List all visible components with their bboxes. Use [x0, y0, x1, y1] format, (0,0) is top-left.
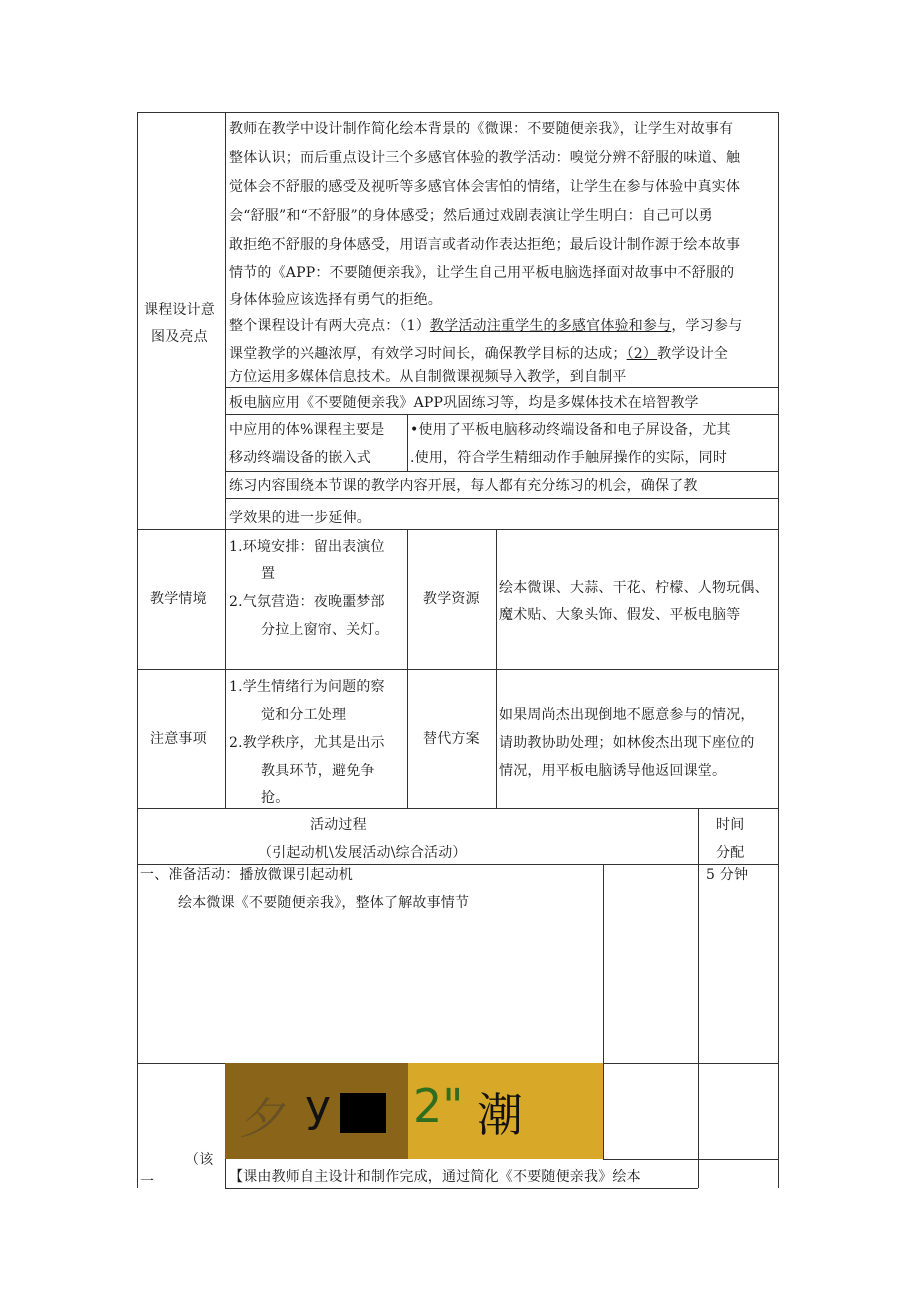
banner-glyph: 潮 — [477, 1088, 523, 1142]
caption: 【课由教师自主设计和制作完成，通过简化《不要随便亲我》绘本 — [229, 1169, 641, 1185]
highlight-line-2 — [229, 344, 728, 364]
design-intent-line: 会“舒服”和“不舒服”的身体感受；然后通过戏剧表演让学生明白：自己可以勇 — [229, 208, 713, 224]
highlight-line2-b: （2） — [626, 346, 658, 362]
alt-line: 如果周尚杰出现倒地不愿意参与的情况， — [499, 707, 755, 723]
banner-glyph: 夕 — [239, 1094, 283, 1145]
design-intent-line: 敢拒绝不舒服的身体感受，用语言或者动作表达拒绝；最后设计制作源于绘本故事 — [229, 237, 741, 253]
design-intent-label-line1: 课程设计意 — [144, 302, 215, 318]
banner-glyph: 2" — [413, 1079, 464, 1133]
alt-line: 情况，用平板电脑诱导他返回课堂。 — [499, 763, 727, 779]
side-mark: 一 — [140, 1174, 155, 1190]
alt-label: 替代方案 — [423, 731, 480, 747]
highlight-line2-c: 教学设计全 — [657, 346, 729, 362]
slide-banner — [225, 1063, 603, 1159]
side-note: （该 — [185, 1152, 214, 1168]
notes-item: 觉和分工处理 — [261, 707, 347, 723]
design-intent-line: 觉体会不舒服的感受及视听等多感官体会害怕的情绪，让学生在参与体验中真实体 — [229, 179, 741, 195]
process-title: 活动过程 — [310, 817, 367, 833]
alt-line: 请助教协助处理；如林俊杰出现下座位的 — [499, 735, 755, 751]
time-header-2: 分配 — [716, 845, 745, 861]
banner-glyph: y — [305, 1081, 332, 1132]
design-intent-line: 身体体验应该选择有勇气的拒绝。 — [229, 292, 442, 308]
highlight-line-1 — [229, 316, 742, 336]
split-right-1: •使用了平板电脑移动终端设备和电子屏设备，尤其 — [410, 422, 731, 438]
resource-label: 教学资源 — [423, 591, 480, 607]
situation-item: 1.环境安排：留出表演位 — [229, 539, 385, 555]
design-intent-line: 情节的《APP：不要随便亲我》，让学生自己用平板电脑选择面对故事中不舒服的 — [229, 265, 735, 281]
split-left-1: 中应用的体%课程主要是 — [229, 422, 385, 438]
notes-item: 教具环节，避免争 — [261, 763, 375, 779]
notes-label: 注意事项 — [150, 731, 207, 747]
highlight-line-4: 板电脑应用《不要随便亲我》APP巩固练习等，均是多媒体技术在培智教学 — [229, 395, 699, 411]
situation-item: 置 — [261, 566, 276, 582]
notes-item: 1.学生情绪行为问题的察 — [229, 679, 385, 695]
situation-item: 2.气氛营造：夜晚噩梦部 — [229, 594, 385, 610]
tail-line-1: 练习内容围绕本节课的教学内容开展，每人都有充分练习的机会，确保了教 — [229, 478, 698, 494]
resource-line: 魔术贴、大象头饰、假发、平板电脑等 — [499, 607, 741, 623]
design-intent-line: 整体认识；而后重点设计三个多感官体验的教学活动：嗅觉分辨不舒服的味道、触 — [229, 150, 741, 166]
highlight-1-tail: ，学习参与 — [671, 318, 743, 334]
prep-heading: 一、准备活动：播放微课引起动机 — [140, 867, 353, 883]
highlight-1: 教学活动注重学生的多感官体验和参与 — [429, 318, 672, 334]
banner-block-icon — [340, 1093, 386, 1133]
split-left-2: 移动终端设备的嵌入式 — [229, 450, 371, 466]
process-subtitle: （引起动机\发展活动\综合活动） — [258, 845, 467, 861]
notes-item: 抢。 — [261, 790, 290, 806]
time-header-1: 时间 — [716, 817, 745, 833]
situation-label: 教学情境 — [150, 591, 207, 607]
highlight-line-3: 方位运用多媒体信息技术。从自制微课视频导入教学，到自制平 — [229, 369, 627, 385]
design-intent-line: 教师在教学中设计制作简化绘本背景的《微课：不要随便亲我》，让学生对故事有 — [229, 121, 734, 137]
highlight-line2-a: 课堂教学的兴趣浓厚，有效学习时间长，确保教学目标的达成； — [229, 346, 627, 362]
situation-item: 分拉上窗帘、关灯。 — [261, 622, 389, 638]
prep-detail: 绘本微课《不要随便亲我》，整体了解故事情节 — [178, 895, 470, 911]
resource-line: 绘本微课、大蒜、干花、柠檬、人物玩偶、 — [499, 580, 769, 596]
split-right-2: .使用，符合学生精细动作手触屏操作的实际，同时 — [410, 450, 728, 466]
prep-time: 5 分钟 — [706, 867, 749, 883]
design-intent-label-line2: 图及亮点 — [151, 329, 208, 345]
highlight-intro: 整个课程设计有两大亮点：（1） — [229, 318, 430, 334]
notes-item: 2.教学秩序，尤其是出示 — [229, 735, 385, 751]
tail-line-2: 学效果的进一步延伸。 — [229, 510, 371, 526]
